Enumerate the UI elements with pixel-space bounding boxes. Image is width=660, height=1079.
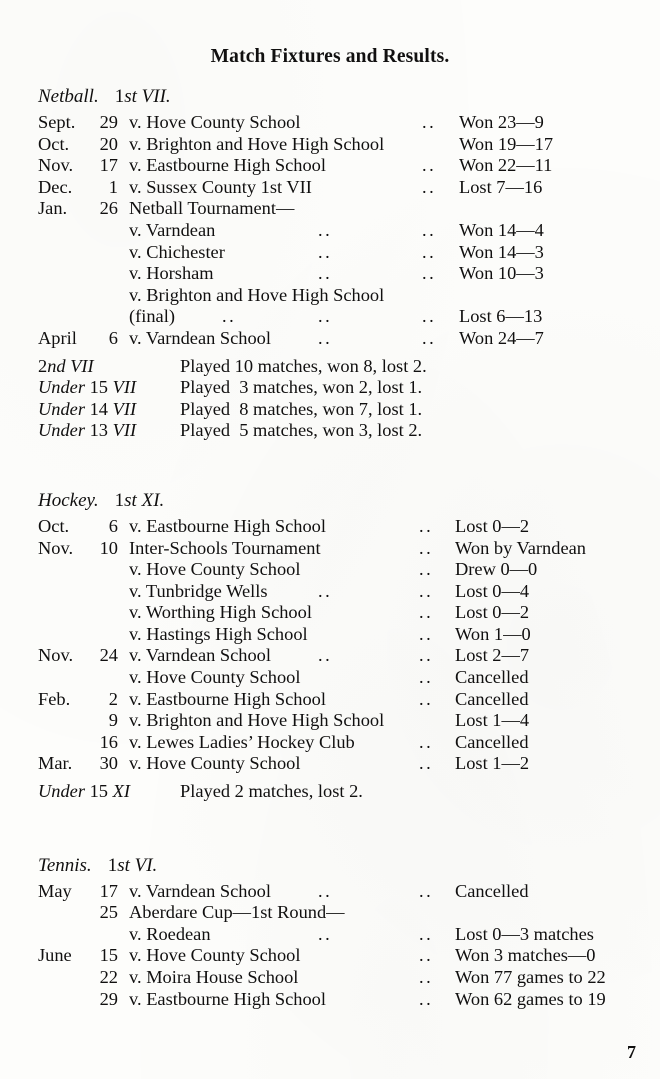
leader-dots-c: .. <box>419 645 434 666</box>
fixture-row <box>0 581 660 603</box>
fixture-result: Lost 1—4 <box>455 710 530 731</box>
fixture-row <box>0 155 660 177</box>
fixture-opponent: v. Eastbourne High School <box>129 688 326 709</box>
fixture-day: 6 <box>108 515 118 536</box>
fixture-day: 17 <box>99 155 118 176</box>
fixture-list-tennis <box>0 881 660 1011</box>
fixture-day: 9 <box>108 710 118 731</box>
section-heading-hockey <box>0 488 660 516</box>
leader-dots-c: .. <box>422 327 437 348</box>
fixture-day: 24 <box>99 645 118 666</box>
leader-dots-b: .. <box>318 580 333 601</box>
fixture-month: Jan. <box>38 198 68 219</box>
leader-dots-c: .. <box>422 306 437 327</box>
leader-dots-c: .. <box>419 945 434 966</box>
fixture-result: Won 62 games to 19 <box>455 988 606 1009</box>
fixture-opponent: v. Varndean School <box>129 645 271 666</box>
fixture-opponent: v. Tunbridge Wells <box>129 580 268 601</box>
fixture-row <box>0 624 660 646</box>
summary-team-roman: VII <box>112 377 137 398</box>
leader-dots-c: .. <box>419 515 434 536</box>
team-summary-row <box>0 356 660 378</box>
fixture-day: 25 <box>99 902 118 923</box>
leader-dots-c: .. <box>422 155 437 176</box>
summary-age-group: 14 <box>89 398 108 419</box>
fixtures-content <box>0 84 660 1010</box>
team-label <box>108 855 158 876</box>
fixture-row <box>0 602 660 624</box>
summary-team-qualifier: nd <box>47 355 66 376</box>
summary-age-group: 15 <box>89 781 108 802</box>
fixture-result: Cancelled <box>455 667 529 688</box>
leader-dots-c: .. <box>422 112 437 132</box>
fixture-opponent: Aberdare Cup—1st Round— <box>129 902 345 923</box>
fixture-row <box>0 112 660 134</box>
fixture-row <box>0 198 660 220</box>
fixture-result: Won 10—3 <box>459 263 544 284</box>
fixture-opponent: v. Brighton and Hove High School <box>129 133 385 154</box>
fixture-result: Lost 7—16 <box>459 176 543 197</box>
page-number: 7 <box>627 1042 636 1062</box>
fixture-day: 29 <box>99 112 118 132</box>
leader-dots-c: .. <box>419 667 434 688</box>
leader-dots-c: .. <box>419 580 434 601</box>
fixture-row <box>0 710 660 732</box>
fixture-opponent: v. Brighton and Hove High School <box>129 284 385 305</box>
fixture-opponent: v. Hove County School <box>129 753 301 774</box>
summary-detail: Played 2 matches, lost 2. <box>180 781 363 802</box>
section-netball <box>0 84 660 442</box>
team-label <box>115 86 171 107</box>
team-summary-row <box>0 377 660 399</box>
summary-team-label <box>38 356 94 378</box>
fixture-row <box>0 902 660 924</box>
fixture-day: 22 <box>99 967 118 987</box>
fixture-opponent: v. Hove County School <box>129 112 301 132</box>
section-tennis <box>0 853 660 1011</box>
fixture-month: June <box>38 945 72 966</box>
fixture-row <box>0 242 660 264</box>
fixture-result: Lost 0—3 matches <box>455 923 594 944</box>
fixture-row <box>0 220 660 242</box>
fixture-month: Dec. <box>38 176 73 197</box>
section-heading-tennis <box>0 853 660 881</box>
summary-age-group: 15 <box>89 377 108 398</box>
fixture-row <box>0 328 660 350</box>
fixture-day: 2 <box>108 688 118 709</box>
fixture-row <box>0 559 660 581</box>
fixture-month: Mar. <box>38 753 73 774</box>
sport-name: Netball. <box>38 86 99 107</box>
fixture-row <box>0 667 660 689</box>
leader-dots-c: .. <box>422 263 437 284</box>
leader-dots-c: .. <box>422 241 437 262</box>
leader-dots-b: .. <box>318 923 333 944</box>
fixture-row <box>0 753 660 775</box>
team-ordinal-suffix: st <box>117 854 130 876</box>
summary-team-qualifier: Under <box>38 398 85 419</box>
fixture-opponent: v. Worthing High School <box>129 602 312 623</box>
fixture-list-netball <box>0 112 660 350</box>
fixture-opponent: v. Moira House School <box>129 967 299 987</box>
fixture-result: Won 14—4 <box>459 219 544 240</box>
leader-dots-c: .. <box>419 537 434 558</box>
fixture-row <box>0 263 660 285</box>
fixture-day: 10 <box>99 537 118 558</box>
summary-detail: Played 5 matches, won 3, lost 2. <box>180 420 423 441</box>
fixture-day: 26 <box>99 198 118 219</box>
fixture-row <box>0 945 660 967</box>
fixture-result: Lost 0—2 <box>455 515 530 536</box>
leader-dots-b: .. <box>318 263 333 284</box>
team-number: 1 <box>114 489 125 511</box>
fixture-row <box>0 134 660 156</box>
fixture-result: Lost 0—2 <box>455 602 530 623</box>
fixture-result: Won 22—11 <box>459 155 553 176</box>
leader-dots-b: .. <box>318 327 333 348</box>
team-number: 1 <box>114 86 125 107</box>
fixture-row <box>0 177 660 199</box>
fixture-opponent: v. Hove County School <box>129 667 301 688</box>
fixture-result: Won by Varndean <box>455 537 586 558</box>
fixture-opponent: v. Eastbourne High School <box>129 988 326 1009</box>
sport-name: Tennis. <box>38 854 92 876</box>
fixture-row <box>0 732 660 754</box>
fixture-month: Nov. <box>38 645 74 666</box>
fixture-row <box>0 689 660 711</box>
leader-dots-c: .. <box>419 967 434 987</box>
fixture-opponent: v. Eastbourne High School <box>129 155 326 176</box>
fixture-opponent: v. Roedean <box>129 923 211 944</box>
fixture-result: Cancelled <box>455 880 529 901</box>
fixture-row <box>0 924 660 946</box>
fixture-result: Cancelled <box>455 688 529 709</box>
fixture-result: Won 77 games to 22 <box>455 967 606 987</box>
fixture-day: 15 <box>99 945 118 966</box>
leader-dots-b: .. <box>318 306 333 327</box>
fixture-day: 1 <box>108 176 118 197</box>
fixture-result: Won 14—3 <box>459 241 544 262</box>
team-roman-numeral: XI. <box>141 489 165 511</box>
fixture-day: 30 <box>99 753 118 774</box>
fixture-opponent: v. Varndean <box>129 219 216 240</box>
team-label <box>115 490 165 511</box>
fixture-opponent: Inter-Schools Tournament <box>129 537 321 558</box>
fixture-result: Won 1—0 <box>455 623 531 644</box>
leader-dots-c: .. <box>419 753 434 774</box>
summary-team-number: 2 <box>38 355 48 376</box>
fixture-day: 20 <box>99 133 118 154</box>
fixture-result: Won 23—9 <box>459 112 544 132</box>
leader-dots-c: .. <box>419 923 434 944</box>
fixture-row <box>0 989 660 1011</box>
fixture-month: Sept. <box>38 112 76 132</box>
page-title: Match Fixtures and Results. <box>210 46 450 67</box>
fixture-month: Oct. <box>38 133 70 154</box>
fixture-day: 16 <box>99 731 118 752</box>
fixture-row <box>0 967 660 989</box>
fixture-opponent: v. Eastbourne High School <box>129 515 326 536</box>
section-heading-netball <box>0 84 660 112</box>
fixture-month: Feb. <box>38 688 71 709</box>
leader-dots-b: .. <box>318 219 333 240</box>
fixture-opponent: v. Lewes Ladies’ Hockey Club <box>129 731 355 752</box>
fixture-opponent: v. Varndean School <box>129 327 271 348</box>
summary-team-roman: XI <box>112 781 130 802</box>
summary-team-roman: VII <box>112 420 137 441</box>
summary-team-roman: VII <box>112 398 137 419</box>
fixture-result: Lost 0—4 <box>455 580 530 601</box>
fixture-row <box>0 516 660 538</box>
leader-dots-b: .. <box>318 880 333 901</box>
team-summary-row <box>0 781 660 803</box>
fixture-month: Oct. <box>38 515 70 536</box>
summary-team-label <box>38 377 136 399</box>
fixture-result: Drew 0—0 <box>455 559 538 580</box>
fixture-month: Nov. <box>38 537 74 558</box>
fixture-row <box>0 306 660 328</box>
fixture-month: Nov. <box>38 155 74 176</box>
fixture-result: Lost 2—7 <box>455 645 530 666</box>
fixture-day: 17 <box>99 880 118 901</box>
fixture-row <box>0 881 660 903</box>
fixture-opponent: v. Brighton and Hove High School <box>129 710 385 731</box>
summary-team-qualifier: Under <box>38 420 85 441</box>
team-number: 1 <box>107 854 118 876</box>
summary-team-qualifier: Under <box>38 377 85 398</box>
leader-dots-c: .. <box>419 988 434 1009</box>
fixture-result: Cancelled <box>455 731 529 752</box>
summary-detail: Played 10 matches, won 8, lost 2. <box>180 355 427 376</box>
fixture-result: Lost 6—13 <box>459 306 543 327</box>
fixture-result: Lost 1—2 <box>455 753 530 774</box>
fixture-opponent: (final) <box>129 306 175 327</box>
section-hockey <box>0 488 660 803</box>
summary-team-label <box>38 781 130 803</box>
team-roman-numeral: VII. <box>141 86 171 107</box>
summary-age-group: 13 <box>89 420 108 441</box>
fixture-row <box>0 538 660 560</box>
fixture-month: May <box>38 880 72 901</box>
fixture-opponent: v. Hove County School <box>129 945 301 966</box>
fixture-row <box>0 645 660 667</box>
fixture-result: Won 24—7 <box>459 327 544 348</box>
fixture-list-hockey <box>0 516 660 775</box>
fixture-opponent: Netball Tournament— <box>129 198 295 219</box>
fixture-opponent: v. Chichester <box>129 241 225 262</box>
leader-dots-c: .. <box>419 602 434 623</box>
fixture-result: Won 19—17 <box>459 133 554 154</box>
leader-dots-a: .. <box>222 306 237 327</box>
leader-dots-c: .. <box>422 176 437 197</box>
team-summary-row <box>0 399 660 421</box>
fixture-opponent: v. Hastings High School <box>129 623 308 644</box>
team-summary-row <box>0 420 660 442</box>
team-roman-numeral: VI. <box>134 854 158 876</box>
leader-dots-c: .. <box>419 731 434 752</box>
fixture-month: April <box>38 327 77 348</box>
fixture-day: 29 <box>99 988 118 1009</box>
fixture-result: Won 3 matches—0 <box>455 945 596 966</box>
fixture-opponent: v. Hove County School <box>129 559 301 580</box>
team-ordinal-suffix: st <box>124 86 137 107</box>
leader-dots-b: .. <box>318 241 333 262</box>
leader-dots-b: .. <box>318 645 333 666</box>
sport-name: Hockey. <box>38 489 99 511</box>
summary-team-qualifier: Under <box>38 781 85 802</box>
summary-team-label <box>38 399 136 421</box>
team-ordinal-suffix: st <box>124 489 137 511</box>
fixture-opponent: v. Varndean School <box>129 880 271 901</box>
leader-dots-c: .. <box>419 623 434 644</box>
summary-team-label <box>38 420 136 442</box>
leader-dots-c: .. <box>419 688 434 709</box>
leader-dots-c: .. <box>419 559 434 580</box>
leader-dots-c: .. <box>422 219 437 240</box>
fixture-opponent: v. Sussex County 1st VII <box>129 176 312 197</box>
summary-detail: Played 3 matches, won 2, lost 1. <box>180 377 423 398</box>
fixture-row <box>0 285 660 307</box>
leader-dots-c: .. <box>419 880 434 901</box>
fixture-opponent: v. Horsham <box>129 263 214 284</box>
summary-detail: Played 8 matches, won 7, lost 1. <box>180 398 423 419</box>
fixture-day: 6 <box>108 327 118 348</box>
summary-team-roman: VII <box>70 355 94 376</box>
